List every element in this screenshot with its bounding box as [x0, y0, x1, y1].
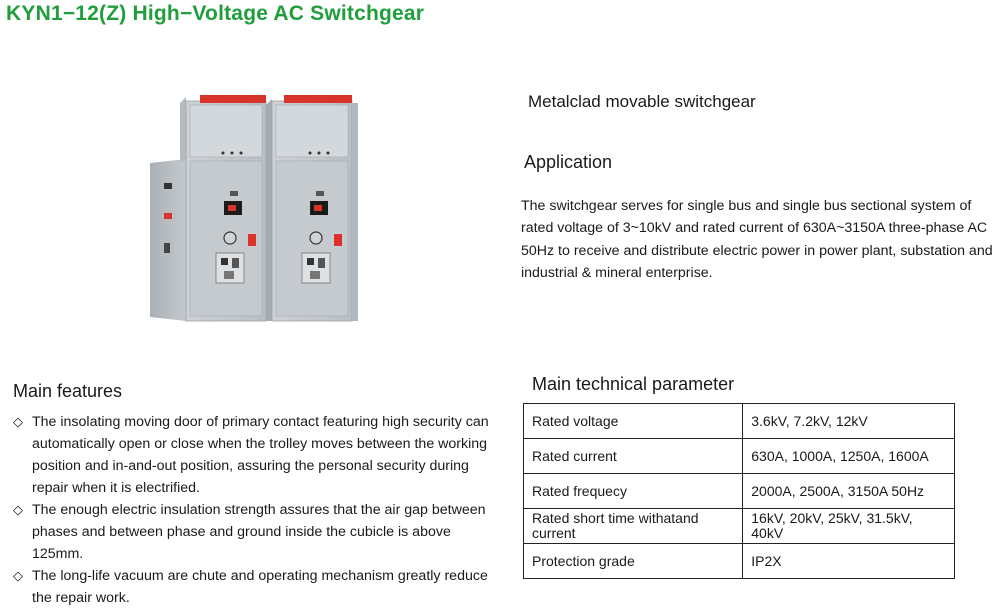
feature-item [13, 411, 493, 499]
parameter-value: 3.6kV, 7.2kV, 12kV [743, 404, 955, 439]
application-text: The switchgear serves for single bus and single bus sectional system of rated voltage of 3~10kV and rated current of 630A~3150A three-phase AC 50Hz to receive and distribute electric power in power plant, substation and industrial & mineral enterprise. [521, 198, 993, 281]
parameter-label: Rated current [524, 439, 743, 474]
table-row [524, 509, 955, 544]
parameter-label: Rated voltage [524, 404, 743, 439]
parameters-table [523, 403, 955, 579]
diamond-bullet-icon: ◇ [13, 414, 23, 429]
parameters-heading: Main technical parameter [532, 374, 735, 394]
parameter-value: IP2X [743, 544, 955, 579]
feature-text: The long-life vacuum are chute and operating mechanism greatly reduce the repair work. [32, 568, 488, 606]
table-row [524, 474, 955, 509]
feature-text: The insolating moving door of primary contact featuring high security can automatically open or close when the trolley moves between the working position and in-and-out position, assuring the personal security during repair when it is electrified. [32, 414, 489, 496]
page-title: KYN1−12(Z) High−Voltage AC Switchgear [6, 2, 425, 25]
table-row [524, 544, 955, 579]
parameter-value: 630A, 1000A, 1250A, 1600A [743, 439, 955, 474]
application-heading: Application [524, 152, 613, 172]
table-row [524, 439, 955, 474]
diamond-bullet-icon: ◇ [13, 502, 23, 517]
feature-item [13, 565, 493, 609]
diamond-bullet-icon: ◇ [13, 568, 23, 583]
parameter-label: Rated frequecy [524, 474, 743, 509]
feature-text: The enough electric insulation strength assures that the air gap between phases and between phase and ground inside the cubicle is above 125mm. [32, 502, 486, 562]
features-heading: Main features [13, 381, 123, 401]
feature-item [13, 499, 493, 565]
parameter-value: 2000A, 2500A, 3150A 50Hz [743, 474, 955, 509]
switchgear-product-image [148, 95, 388, 330]
parameter-value: 16kV, 20kV, 25kV, 31.5kV, 40kV [743, 509, 955, 544]
parameter-label: Rated short time withatand current [524, 509, 743, 544]
table-row [524, 404, 955, 439]
parameter-label: Protection grade [524, 544, 743, 579]
product-subtitle: Metalclad movable switchgear [528, 92, 756, 111]
features-list [13, 411, 493, 609]
